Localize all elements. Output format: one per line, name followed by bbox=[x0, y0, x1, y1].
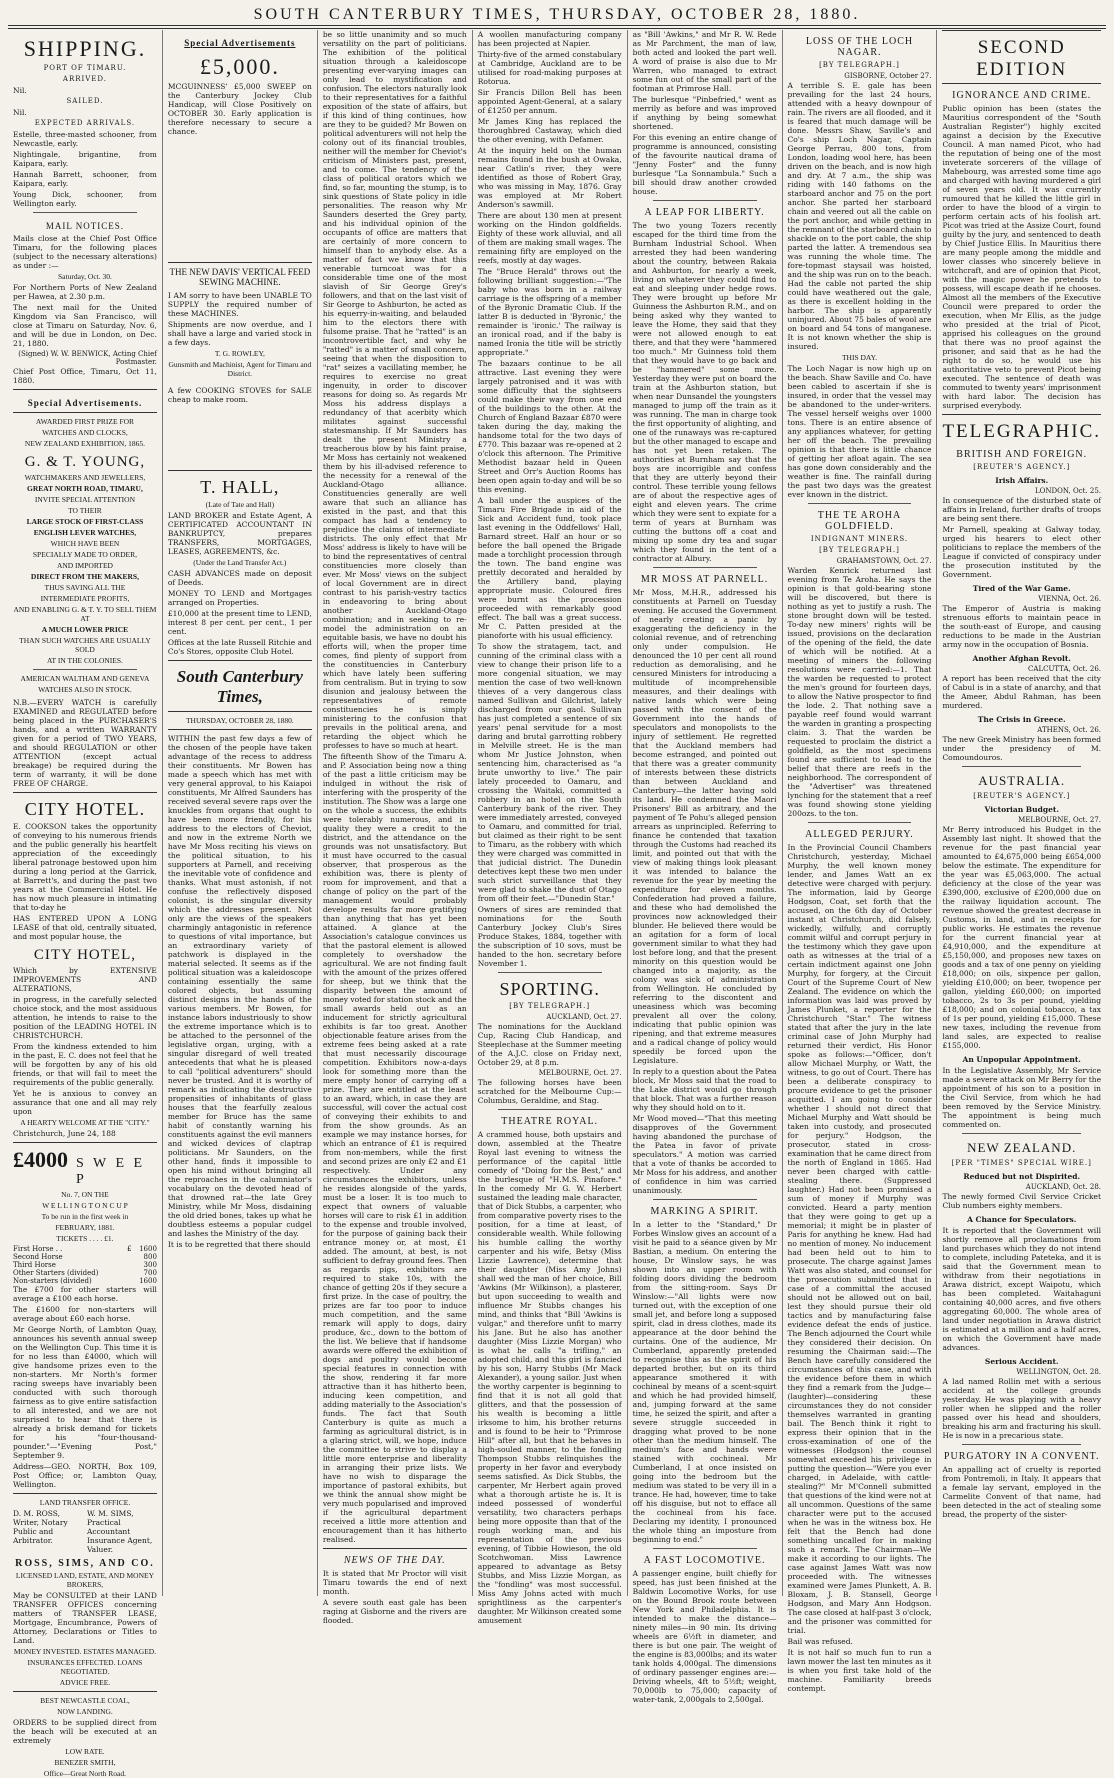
prize-amount: 300 bbox=[143, 1261, 157, 1269]
british-title: BRITISH AND FOREIGN. bbox=[956, 449, 1088, 460]
dateline: ATHENS, Oct. 26. bbox=[1037, 726, 1102, 734]
reuter-label: [REUTER'S AGENCY.] bbox=[973, 792, 1071, 800]
young-line: AMERICAN WALTHAM AND GENEVA bbox=[20, 674, 150, 683]
divider bbox=[498, 972, 602, 973]
blank-space bbox=[168, 406, 312, 466]
prize-label: First Horse . . bbox=[13, 1245, 63, 1253]
prize-label: Other Starters (divided) bbox=[13, 1269, 99, 1277]
mail-text: For Northern Ports of New Zealand per Hawea, at 2.30 p.m. bbox=[13, 283, 157, 301]
ross-text: May be CONSULTED at their LAND TRANSFER OFFICES concerning matters of TRANSFER LEASE, Mortgage, Encumbrance, Powers of Attorney, Declarations or Titles to Land. bbox=[13, 1591, 157, 1645]
news-text: To show the stratagem, tact, and cunning of the criminal class with a view to change their prison life to a more congenial situation, we may mention the case of two well-known thieves of a very dangerous class named Sullivan and Gilchrist, lately discharged from our gaol. Sullivan has just completed a sentence of six years' penal servitude for a most daring and brutal garrotting robbery in Melville street. He is the man whom Mr Justice Johnston, when sentencing him, characterised as "a brute unworthy to live." The pair lately proceeded to Oamaru, and crossing the Waitaki, committed a robbery in an hotel on the South Canterbury bank of the river. They were immediately arrested, conveyed to Oamaru, and committed for trial, but claimed as their right to be sent to Timaru, as the robbery with which they were charged was committed in that judicial district. The Dunedin detectives kept these two men under such strict surveillance that they were glad to shake the dust of Otago from off their feet.—"Dunedin Star." bbox=[477, 642, 622, 903]
reuter-label: [REUTER'S AGENCY.] bbox=[973, 463, 1071, 471]
prize-label: Second Horse bbox=[13, 1253, 63, 1261]
divider bbox=[653, 1548, 757, 1549]
leap-text: The two young Tozers recently escaped for the third time from the Burnham Industrial School. When arrested they had been wandering about the country, between Rakaia and Ashburton, for nearly a week, living on whatever they could find to eat and sleeping under hedge rows. They were brought up before Mr Guinness the Ashburton R.M., and on being asked why they wanted to leave the Home, they said that they were not allowed enough to eat there, and that they were "hammered too much." Mr Guinness told them that they would have to go back and be "hammered" some more. Yesterday they were put on board the train at the Ashburton station, but when near Dunsandel the youngsters managed to jump off the train as it was running. The man in charge took the first opportunity of alighting, and one of the runaways was re-captured but the other managed to escape and has not yet been retaken. The authorities at Burnham say that the boys are incorrigible and confess that they are utterly beyond their control. These terrible young fellows are of about the respective ages of eight and eleven years. The crime which they were sent to expiate for a term of years at Burnham was cutting the buttons off a coat and mixing up some dry tea and sugar which they found in the tent of a contractor at Albury. bbox=[632, 221, 777, 563]
divider bbox=[13, 1493, 157, 1494]
dateline: GISBORNE, October 27. bbox=[844, 72, 932, 80]
show-text: The fifteenth Show of the Timaru A. and P. Association being now a thing of the past a little criticism may be indulged in without the risk of interfering with the prosperity of the institution. The Show was a large one on the whole a success, the exhibits were tolerably numerous, and in quality they were a credit to the district, and the attendance on the grounds was not unsatisfactory. But it must have occurred to the casual observer, that prosperous as the exhibition was, there is plenty of room for improvement, and that a change of policy on the part of the management would probably develope results far more gratifying than anything that has yet been attained. A glance at the Association's catalogue convinces us that the pastoral element is allowed completely to overshadow the agricultural. We are not finding fault with the amount of the prizes offered for sheep, but we think that the disparity between the amount of money voted for station stock and the small awards held out as an inducement for strictly agricultural exhibits is far too great. Another objectionable feature arises from the extreme fees being asked at a rate that must necessarily discourage competition. Exhibitors now-a-days look for something more than the mere empty honor of carrying off a prize. They are entitled at the least to an award, which, in case they are successful, will cover the actual cost of conveying their exhibits to and from the show grounds. As an example we may instance horses, for which an entrance of £1 is required from non-members, while the first and second prizes are only £2 and £1 respectively. Under any circumstances the exhibitors, unless he resides alongside of the yards, must be a loser. It is too much to expect that owners of valuable horses will care to risk £1 in addition to the expense and trouble involved, for the purpose of gaining back their entrance money or, at most, £1 added. The amount, at best, is not sufficient to defray ground fees. Then as regards pigs, exhibitors are required to stake 10s, with the chance of getting 20s if they secure a first prize. In the case of poultry, the prizes are far too poor to induce much competition, and the same remark will apply to dogs, dairy produce, &c., down to the bottom of the list. We believe that if handsome awards were offered the exhibition of dogs and poultry would become special features in connection with the show, rendering it far more attractive than it has hitherto been, inducing keen competition, and adding materially to the Association's funds. The fact that South Canterbury is quite as much a farming as agricultural district, is in a glaring strict, will, we hope, induce the committee to strive to display a little more enterprise and liberality in arranging their prize lists. We have no wish to disparage the importance of pastoral exhibits, but we think the annual show might be very much popularised and improved if the agricultural department received a little more attention and encouragement than it has hitherto realised. bbox=[322, 752, 467, 1544]
column-3 bbox=[318, 30, 473, 1625]
davis-title: THE NEW DAVIS' VERTICAL FEED SEWING MACHINE. bbox=[169, 267, 311, 287]
spirit-title: MARKING A SPIRIT. bbox=[650, 1206, 759, 1217]
loch-text: A terrible S. E. gale has been prevailing for the last 24 hours, attended with a heavy downpour of rain. The rivers are all flooded, and it is feared that much damage will be done. Messrs Shaw, Saville's and Co's ship Loch Nagar, Captain George Perrau, 800 tons, from London, loading wool here, has been driven on the beach, and is now high and dry. At 7 a.m., the ship was riding with 140 fathoms on the starboard anchor and 75 on the port anchor. She parted her starboard chain and veered out all the cable on the port anchor, and while getting in the remnant of the starboard chain to shackle on to the port cable, the ship parted the latter. A tremendous sea was running the whole time. The fore-topmast staysail was hoisted, and the ship was run on to the beach. Had the cable not parted the ship could have weathered out the gale, as there is excellent holding in the harbor. The ship is apparently uninjured. About 75 bales of wool are on board and 54 tons of manganese. It is not known whether the ship is insured. bbox=[787, 81, 932, 351]
divider bbox=[13, 1142, 157, 1143]
column-2 bbox=[163, 30, 318, 1596]
city-text: in progress, in the carefully selected choice stock, and the most assiduous attention, he intends to raise to the position of the LEADING HOTEL IN CHRISTCHURCH. bbox=[13, 995, 157, 1040]
expected-item: Estelle, three-masted schooner, from Newcastle, early. bbox=[13, 130, 157, 148]
loch-title: LOSS OF THE LOCH NAGAR. bbox=[805, 36, 914, 58]
ignorance-title: IGNORANCE AND CRIME. bbox=[952, 90, 1092, 101]
sweep-word: S W E E P bbox=[76, 1156, 146, 1187]
sporting-title: SPORTING. bbox=[499, 979, 600, 999]
news-text: There are about 130 men at present working on the Hindon goldfields. Eighty of these work alluvial, and all of them are making small wages. The remaining fifty are employed on the reefs, mostly at day wages. bbox=[477, 211, 622, 265]
sweep-cup: W E L L I N G T O N C U P bbox=[42, 1201, 128, 1210]
hall-sub: (Late of Tate and Hall) bbox=[205, 500, 275, 509]
divider bbox=[653, 200, 757, 201]
perjury-text: Bail was refused. bbox=[787, 1637, 853, 1646]
ross-ins: INSURANCES EFFECTED. LOANS NEGOTIATED. bbox=[27, 1658, 143, 1676]
purgatory-text: An appalling act of cruelty is reported from Pontremoli, in Italy. It appears that a female lay servant, employed in the Carmelite Convent of that name, had been detected in the act of stealing some bread, the property of the sister- bbox=[942, 1465, 1102, 1519]
stoves-text: A few COOKING STOVES for SALE cheap to make room. bbox=[167, 386, 312, 404]
dateline: AUCKLAND, Oct. 27. bbox=[546, 1013, 622, 1021]
mail-text: Mails close at the Chief Post Office Timaru, for the following places (subject to the necessary alterations) as under :— bbox=[13, 234, 157, 270]
news-text: A ball under the auspices of the Timaru Fire Brigade in aid of the Sick and Accident fund, took place last evening in the Oddfellows' Hall, Barnard street. Half an hour or so before the ball opened the Brigade made a torchlight procession through the town. The band engine was prettily decorated and heralded by the Artillery band, playing appropriate music. Coloured fires were burnt as the procession proceeded with remarkably good effect. The ball was a great success. Mr C. Patten presided at the pianoforte with his usual efficiency. bbox=[477, 496, 622, 640]
young-line: TO THEIR bbox=[68, 506, 102, 515]
sweep-run: To be run in the first week in bbox=[41, 1212, 129, 1221]
editorial-text: It is to be regretted that there should bbox=[167, 1240, 311, 1249]
divider bbox=[942, 414, 1101, 415]
editorial-text: be so little unanimity and so much versatility on the part of politicians. The exhibition of the political situation through a kaleidoscope presenting ever-varying images can only lead to mystification and confusion. The electors naturally look to their representatives for a faithful exposition of the state of affairs, but if this kind of thing continues, how are they to be guided? Mr Bowen on political adventurers will not help the colony out of its financial troubles, neither will the member for Cheviot's criticism of Ministers past, present, and to come. The tendency of the class of political orators which we find, so far, mounting the stump, is to sink questions of State policy in idle personalities. The reason why Mr Saunders deserted the Grey party, and his individual opinion of the occupants of office are matters that are certainly of more concern to himself than to anybody else. As a matter of fact we know that this venerable turncoat was for a considerable time one of the most slavish of Sir George Grey's followers, and that on the last visit of Sir George to Ashburton, he acted as his equerry-in-waiting, and belauded him to the electors there with fulsome praise. That he "ratted" is an incontrovertible fact, and why he "ratted" is a matter of small concern, seeing that when the disposition to "rat" seizes a vacillating member, he requires to exercise no great ingenuity, in order to discover reasons for doing so. As regards Mr Moss his address displays a redundancy of that acerbity which militates against successful statesmanship. If Mr Saunders has dealt the present Ministry a treacherous blow by his faint praise, Mr Moss has certainly not weakened them by his ill-advised reference to the necessity for a renewal of the Auckland-Otago alliance. Constituencies generally are well aware that such an alliance has existed in the past, and that this compact has had a tendency to prejudice the claims of intermediate districts. The only effect that Mr Moss' address is likely to have will be to bind the representatives of central constituencies more closely than ever. Mr Moss' views on the subject of local Government are in direct contrast to his parish-vestry tactics in endeavoring to bring about another Auckland-Otago combination; and in seeking to re-model the administration on an equitable basis, we have no doubt his efforts will, when the proper time comes, find plenty of support from the constituencies in Canterbury which have lately been suffering from centralism. But in trying to sow disunion and jealousy between the representatives of remote constituencies he is simply ministering to the confusion that prevails in the political arena, and retarding the object which he professes to have so much at heart. bbox=[322, 30, 467, 750]
hall-title: T. HALL, bbox=[200, 477, 280, 497]
ross-advice: ADVICE FREE. bbox=[59, 1678, 111, 1687]
paper-date: THURSDAY, OCTOBER 28, 1880. bbox=[185, 716, 294, 725]
telegraph-text: The newly formed Civil Service Cricket Club numbers eighty members. bbox=[942, 1192, 1102, 1210]
subhead: Irish Affairs. bbox=[995, 476, 1049, 485]
divider bbox=[323, 1548, 467, 1549]
theatre-text: A crammed house, both upstairs and down, assembled at the Theatre Royal last evening to witness the performance of the capital little comedy of "Doing for the Best," and the burlesque of "H.M.S. Pinafore." In the comedy Mr G. W. Herbert sustained the leading male character, that of Dick Stubbs, a carpenter, who from comparative poverty rises to the position, for a time at least, of considerable wealth. While following his humble calling the worthy carpenter and his wife, Betsy (Miss Lizzie Lawrence), determine that their daughter (Miss Amy Johns) shall wed the man of her choice, Bill 'Awkins (Mr Wilkinson), a plasterer, but upon succeeding to wealth and influence Mr Stubbs changes his mind, and thinks that "Bill 'Awkins is vulgar," and therefore unfit to marry his Jane. But he also has another daughter (Miss Lizzie Morgan) who is what he calls "a trifling," an adopted child, and this girl is fancied by his son, Harry Stubbs (Mr Mack Alexander), a young sailor. Just when the worthy carpenter is beginning to find that it is not all gold that glitters, and that the possession of his wealth is becoming a little irksome to him, his brother returns and is found to be heir to "Primrose Hill" after all, but that he behaves in high-souled manner, to the fondling Thompson Stubbs relinquishes the property in her favor and everybody seems satisfied. As Dick Stubbs, the carpenter, Mr Herbert again proved what a thorough artiste he is. It is indeed possessed of wonderful versatility, two characters perhaps being more opposite than that of the rough working man, and his representation of the previous evening, of Tibbie Howieson, the old Scotchwoman. Miss Lawrence appeared to advantage as Betsy Stubbs, and Miss Lizzie Morgan, as the "fondling" was most successful. Miss Amy Johns acted with much sprightliness as the carpenter's daughter. Mr Wilkinson created some amusement bbox=[477, 1130, 622, 1625]
moss-title: MR MOSS AT PARNELL. bbox=[640, 574, 769, 585]
mcg-amount: £5,000. bbox=[199, 54, 280, 79]
young-line: THUS SAVING ALL THE bbox=[44, 583, 126, 592]
news-text: Mr James King has replaced the thoroughbred Castaway, which died the other evening, with Defamer. bbox=[477, 117, 622, 144]
coal-name: BENEZER SMITH, bbox=[54, 1758, 116, 1767]
theatre-title: THEATRE ROYAL. bbox=[501, 1116, 599, 1127]
land-partner: W. M. SIMS, Practical Accountant Insurance Agent, Valuer. bbox=[86, 1509, 153, 1554]
purgatory-title: PURGATORY IN A CONVENT. bbox=[943, 1451, 1100, 1462]
city-text: E. COOKSON takes the opportunity of conveying to his numerous friends and the public generally his heartfelt appreciation of the exceedingly liberal patronage bestowed upon him during a long period at the Garrick, at Barrett's, and during the past two years at the Commercial Hotel. He has now much pleasure in intimating that to-day he bbox=[13, 822, 157, 912]
hall-text: MONEY TO LEND and Mortgages arranged on Properties. bbox=[167, 589, 312, 607]
prize-label: Third Horse bbox=[13, 1261, 56, 1269]
young-line: AND IMPORTED bbox=[56, 561, 113, 570]
coal-office: Office—Great North Road. bbox=[43, 1769, 127, 1778]
expected-item: Young Dick, schooner, from Wellington early. bbox=[13, 190, 157, 208]
locomotive-title: A FAST LOCOMOTIVE. bbox=[643, 1555, 766, 1566]
news-text: The bazaars continue to be all attractive. Last evening they were largely patronised and it was with some difficulty that the sightseers could make their way from one end of the buildings to the other. At the Church of England Bazaar £870 were taken during the day, making the handsome total for the two days of £770. This bazaar was re-opened at 2 o'clock this afternoon. The Primitive Methodist bazaar held in Queen Street and Orr's Auction Rooms has been open again to-day and will be so this evening. bbox=[477, 359, 622, 494]
theatre-text: as "Bill 'Awkins," and Mr R. W. Rede as Mr Parchment, the man of law, both acted and looked the part well. A word of praise is also due to Mr Warren, who managed to extract some fun out of the small part of the footman at Primrose Hall. bbox=[632, 30, 777, 93]
young-line: THAN SUCH WATCHES ARE USUALLY SOLD bbox=[19, 636, 151, 654]
news-text: Owners of sires are reminded that nominations for the South Canterbury Jockey Club's Sires Produce Stakes, 1884, together with the subscription of 10 sovs, must be handed to the hon. secretary before November 1. bbox=[477, 905, 622, 968]
hall-act: (Under the Land Transfer Act.) bbox=[193, 558, 287, 567]
telegraph-text: A lad named Rollin met with a serious accident at the college grounds yesterday. He was playing with a heavy roller when he slipped and the roller passed over his head and shoulders, breaking his arm and fracturing his skull. He is now in a precarious state. bbox=[942, 1377, 1102, 1440]
masthead-rule-top bbox=[8, 25, 1106, 26]
divider bbox=[13, 792, 157, 793]
young-name: G. & T. YOUNG, bbox=[24, 454, 146, 470]
divider bbox=[33, 212, 137, 213]
blank-space bbox=[168, 138, 312, 258]
city-text: From the kindness extended to him in the past, E. C. does not feel that he will be forgotten by any of his old friends, or that will fail to meet the requirements of the public generally. bbox=[13, 1042, 157, 1087]
news-text: At the inquiry held on the human remains found in the bush at Owaka, near Catlin's river, they were identified as those of Robert Gray, who was missing in May, 1876. Gray was employed at Mr Robert Anderson's sawmill. bbox=[477, 146, 622, 209]
sweep-text: The £1600 for non-starters will average about £60 each horse. bbox=[13, 1305, 157, 1323]
spirit-text: In a letter to the "Standard," Dr Forbes Winslow gives an account of a visit he paid to a séance given by Mr Bastian, a medium. On entering the house, Dr Winslow says, he was shown into an upper room with folding doors dividing the bedroom from the sitting-room. Says Dr Winslow:—"All lights were now turned out, with the exception of one small jet, and before long a supposed spirit, clad in dress clothes, made its appearance at the door behind the curtains. One of the audience, Mr Cumberland, apparently pretended to recognise this as the spirit of his departed brother, but on its third appearance smothered it with cochineal by means of a scent-squirt and which he had provided himself, and, jumping forward at the same time, he seized the spirit, and after a severe struggle succeeded in dragging what proved to be none other than the medium himself. The medium's face and hands were stained with cochineal. Mr Cumberland, I at once insisted on going into the bedroom but the medium was stated to be very ill in a trance. He had, however, time to take off his disguise, but not to efface all the cochineal from his face. Declaring my identity, I pronounced the whole thing an imposture from beginning to end." bbox=[632, 1220, 777, 1544]
prize-label: Non-starters (divided) bbox=[13, 1277, 92, 1285]
dateline: MELBOURNE, Oct. 27. bbox=[1018, 816, 1102, 824]
hall-text: CASH ADVANCES made on deposit of Deeds. bbox=[167, 569, 312, 587]
telegraph-text: A report has been received that the city of Cabul is in a state of anarchy, and that the Ameer, Abdul Rahman, has been murdered. bbox=[942, 674, 1102, 710]
masthead: SOUTH CANTERBURY TIMES, THURSDAY, OCTOBER 28, 1880. bbox=[253, 6, 861, 23]
column-6 bbox=[783, 30, 938, 1693]
masthead-rule-bottom bbox=[8, 28, 1106, 29]
sweep-text: The £700 for other starters will average a £100 each horse. bbox=[13, 1285, 157, 1303]
arrived-label: ARRIVED. bbox=[62, 75, 108, 83]
perjury-text: In the Provincial Council Chambers Christchurch, yesterday, Michael Murphy, the well known money lender, and James Watt an ex detective were charged with perjury. The information, laid by George Hodgson, Coat, set forth that the accused, on the 6th day of October instant at Christchurch, did falsely, wickedly, wilfully, and corruptly commit wilful and corrupt perjury in the testimony which they gave upon oath as witnesses at the trial of a certain indictment against one John Murphy, for forgery, at the Circuit Court of the Supreme Court of New Zealand. The evidence on which the information was laid was proved by James Plunket, a reporter for the Christchurch "Star." The witness stated that after the jury in the late criminal case of John Murphy had returned their verdict, His Honor spoke as follows:—"Officer, don't allow Michael Murphy, or Watt, the witness, to go out of Court. There has been a deliberate conspiracy to procure evidence to get the prisoner acquitted. I am going to consider whether I should not direct that Michael Murphy and Watt should be taken into custody, and prosecuted for perjury." Hodgson, the prosecutor, stated in cross-examination that he came direct from the north of England in 1865. Had never been charged with cattle-stealing there. (Suppressed laughter.) Had not been promised a sum of money if Murphy was convicted. Heard a party mention that they were going to get up a memorial; it might be in plaster of Paris for anything he knew. Had had no mention of money. No inducement had been held out to him to prosecute. The charge against James Watt was also stated, and counsel for the prosecution submitted that in case of a committal the accused should not be allowed out on bail, lest they should pursue their old tactics and by manufacturing false evidence defeat the ends of justice. The Bench adjourned the Court while they considered their decision. On resuming the Chairman said:—The Bench have carefully considered the circumstances of this case, and with the evidence before them in which they find a remark from the Judge—(laughter)—considering these circumstances they do not consider themselves warranted in granting bail. The Bench think it right to express their opinion that in the cross-examination of one of the witnesses (Hodgson) the counsel somewhat exceeded his privilege in putting the question—"Were you ever charged, in Adelaide, with cattle-stealing?" Mr M'Connell submitted that questions of the kind were not at all uncommon. Questions of the same character were put to the accused when he was in the witness box. He felt that the Bench had done something uncalled for in making such a remark. The Chairman—We make it according to our lights. The case against James Watt was now proceeded with. The witnesses examined were James Plunkett, A. B. Bloxam, J. B. Stansell, George Hodgson, and Mary Ann Hodgson. The case closed at half-past 3 o'clock, and the prisoner was committed for trial. bbox=[787, 843, 932, 1635]
land-partners bbox=[13, 1509, 157, 1556]
divider bbox=[653, 1199, 757, 1200]
dateline: AUCKLAND, Oct. 28. bbox=[1025, 1183, 1102, 1191]
divider bbox=[168, 470, 312, 471]
new-zealand-title: NEW ZEALAND. bbox=[967, 1140, 1077, 1155]
subhead: Another Afghan Revolt. bbox=[972, 654, 1071, 663]
hall-text: LAND BROKER and Estate Agent, A CERTIFICATED ACCOUNTANT IN BANKRUPTCY, prepares TRANSFERS, MORTGAGES, LEASES, AGREEMENTS, &c. bbox=[167, 511, 312, 556]
divider bbox=[33, 669, 137, 670]
moss-text: Mr Wood moved—"That this meeting disapproves of the Government having abandoned the purchase of the Patea in favor of private speculators." A motion was carried that a vote of thanks be accorded to Mr Moss for his address, and another of confidence in him was carried unanimously. bbox=[632, 1114, 777, 1195]
city-date: Christchurch, June 24, 188 bbox=[13, 1129, 116, 1138]
subhead: An Unpopular Appointment. bbox=[962, 1055, 1081, 1064]
subhead: Tired of the War Game. bbox=[972, 584, 1071, 593]
divider bbox=[13, 389, 157, 390]
coal-sub: NOW LANDING. bbox=[57, 1707, 113, 1716]
coal-title: BEST NEWCASTLE COAL, bbox=[40, 1696, 130, 1705]
table-row bbox=[13, 1269, 157, 1277]
young-line: SPECIALLY MADE TO ORDER, bbox=[32, 550, 138, 559]
telegraph-text: The new Greek Ministry has been formed under the presidency of M. Comoundouros. bbox=[942, 735, 1102, 762]
news-text: A woollen manufacturing company has been projected at Napier. bbox=[477, 30, 622, 48]
land-title: LAND TRANSFER OFFICE. bbox=[39, 1498, 131, 1507]
telegraph-text: It is reported that the Government will shortly remove all proclamations from land purchases which they do not intend to complete, including Pateteka, and it is said that the Government mean to withdraw from their negotiations in Arawa district, except Waipotu, which has been completed. Waitahaguni containing 40,000 acres, and five others aggregating 60,000. The whole area of land under negotiation in Arawa district is estimated at a million and a half acres, on which the Government have made advances. bbox=[942, 1226, 1102, 1352]
mcg-text: MCGUINNESS' £5,000 SWEEP on the Canterbury Jockey Club Handicap, will Close Positively on OCTOBER 30. Early application is therefore necessary to secure a chance. bbox=[167, 82, 312, 136]
perjury-text: It is not half so much fun to run a lawn mower the last ten minutes as it is when you first take hold of the machine. Familiarity breeds contempt. bbox=[787, 1648, 932, 1693]
young-line: INTERMEDIATE PROFITS, bbox=[40, 594, 130, 603]
sweep-address: Address—GEO. NORTH, Box 109, Post Office; or, Lambton Quay, Wellington. bbox=[13, 1462, 157, 1489]
column-7 bbox=[937, 30, 1106, 1596]
prize-amount: 700 bbox=[143, 1269, 157, 1277]
young-note: N.B.—EVERY WATCH is carefully EXAMINED and REGULATED before being placed in the PURCHASER'S hands, and a written WARRANTY given for a period of TWO YEARS, and should REGULATION or other ATTENTION (except actual breakage) be required during the term of warranty, it will be done FREE OF CHARGE. bbox=[13, 698, 157, 788]
subhead: The Crisis in Greece. bbox=[977, 715, 1066, 724]
subhead: Serious Accident. bbox=[984, 1357, 1059, 1366]
aroha-text: Warden Kenrick returned last evening from Te Aroha. He says the opinion is that gold-bearing stone will be discovered, but there is nothing as yet to justify a rush. The stone brought down will be tested. To-day new miners' rights will be issued, provisions on the declaration of the opening of the field, the date of which will be notified. At a meeting of miners the following resolutions were carried:—1. That the warden be requested to protect the men's ground for fourteen days, to allow the Native prospector to find the lode. 2. That nothing save a payable reef found would warrant the warden in granting a prospecting claim. 3. That the warden be requested to proclaim the district a goldfield, as the most specimens found are sufficient to lead to the belief that there are reefs in the neighborhood. The correspondent of the "Advertiser" was threatened lynching for the statement that a reef was found showing stone yielding 200ozs. to the ton. bbox=[787, 566, 932, 818]
moss-text: Mr Moss, M.H.R., addressed his constituents at Parnell on Tuesday evening. He accused the Government of nearly creating a panic by exaggerating the deficiency in the colonial revenue, and of retrenching only under compulsion. He denounced the 10 per cent all round reduction as demoralising, and he censured Ministers for introducing a multitude of incomprehensible measures, and their dealings with native lands which were being passed with the consent of the Government into the hands of speculators and monopolists to the injury of settlement. He regretted that the Auckland members had become estranged, and pointed out that there was a greater community of interests between these districts than between Auckland and Canterbury—the latter having sold its land. He condemned the Maori Prisoners' Bill as arbitrary, and the payment of Te Pohu's alleged pension arrears as unprincipled. Referring to finance he contended that taxation through the Customs had reached its limit, and pointed out that with the view of making things look pleasant it was intended to balance the revenue for the year by meeting the expenditure for eleven months. Confederation had proved a failure, and these who had demolished the provinces now acknowledged their blunder. He believed there would be an agitation for a form of local government similar to what they had lost before long, and that the present minority on this question would be changed into a majority, as the colony was sick of administration from Wellington. He concluded by referring to the discontent and uneasiness which was becoming prevalent all over the colony, indicating that public opinion was ripening, and that extreme measures and a radical change of policy would speedily be forced upon the Legislature. bbox=[632, 588, 777, 1065]
subhead: Reduced but not Dispirited. bbox=[963, 1172, 1081, 1181]
prize-amount: 1600 bbox=[139, 1277, 157, 1285]
columns bbox=[8, 30, 1106, 1778]
land-partner: D. M. ROSS, Writer, Notary Public and Arbitrator. bbox=[13, 1509, 68, 1545]
city-text: Yet he is anxious to convey an assurance that one and all may rely upon bbox=[13, 1089, 157, 1116]
telegraph-text: In consequence of the disturbed state of affairs in Ireland, further drafts of troops are being sent there. bbox=[942, 496, 1102, 523]
shipping-title: SHIPPING. bbox=[23, 36, 147, 61]
city-text: HAS ENTERED UPON A LONG LEASE of that old, centrally situated, and most popular house, the bbox=[13, 914, 157, 941]
prize-table bbox=[13, 1245, 157, 1285]
editorial-text: WITHIN the past few days a few of the chosen of the people have taken advantage of the recess to address their constituents. Mr Bowen has made a speech which has met with very general approval, to his Kaiapoi constituents, Mr Alfred Saunders has received several severe raps over the knuckles from organs that ought to have been more friendly, for his address to the electors of Cheviot, and now in the extreme North we have Mr Moss reciting his views on the political situation, to his supporters at Parnell, and receiving the inevitable vote of confidence and thanks. What must astonish, if not confuse the reflectively disposed colonist, is the singular diversity which the addresses present. Not only are the views of the speakers charmingly antagonistic in reference to questions of vital importance, but an extraordinary variety of patchwork is displayed in the material selected. It seems as if the political situation was a kaleidoscope containing essentially the same colored objects, but assuming distinct designs in the hands of the various members. Mr Bowen, for instance labors industriously to show the extreme importance which is to be attached to the personnel of the legislative organ, urging, with a singular disregard of well treated antecedents that what he is pleased to call "political adventurers" should never be trusted. And it is worthy of remark as indicating the destructive propensities of inhabitants of glass houses that the fearfully zealous member for Bruce has the same habit of constantly warning his constituents against the evil manners and wicked devices of claptrap politicians. Mr Saunders, on the other hand, finds it impossible to open his mind without bringing all the reproaches in the calumniator's vocabulary on the devoted head of that drowned rat—the late Grey Ministry, while Mr Moss, disdaining the old dried bones, takes up what he doubtless esteems a popular cudgel and lashes the Ministry of the day. bbox=[167, 734, 312, 1238]
young-line: WATCHES AND CLOCKS, bbox=[42, 428, 128, 437]
news-title: NEWS OF THE DAY. bbox=[343, 1555, 446, 1566]
davis-signature: T. G. ROWLEY, bbox=[214, 349, 265, 358]
divider bbox=[13, 412, 157, 413]
mail-signature: (Signed) W. W. BENWICK, Acting Chief Postmaster. bbox=[18, 350, 157, 366]
davis-text: Shipments are now overdue, and I shall have a large and varied stock in a few days. bbox=[167, 320, 312, 347]
column-1 bbox=[8, 30, 163, 1778]
davis-text: I AM sorry to have been UNABLE TO SUPPLY the required number of these MACHINES. bbox=[167, 291, 312, 318]
young-line: DIRECT FROM THE MAKERS, bbox=[30, 572, 139, 581]
ross-name: ROSS, SIMS, AND CO. bbox=[15, 1558, 155, 1569]
subhead: A Chance for Speculators. bbox=[967, 1215, 1077, 1224]
aroha-sub: INDIGNANT MINERS. bbox=[810, 535, 909, 543]
loch-text: The Loch Nagar is now high up on the beach. Shaw Saville and Co. have been cabled to ascertain if she is insured, in order that the vessel may be abandoned to the under-writers. The vessel herself weighs over 1000 tons. There is an entire absence of any appliances whatever, for getting her off the beach. The prevailing opinion is that there is little chance of getting her afloat again. The sea has gone down considerably and the weather is fine. The rainfall during the past two days was the greatest ever known in the district. bbox=[787, 364, 932, 499]
ross-sub: LICENSED LAND, ESTATE, AND MONEY BROKERS, bbox=[15, 1571, 155, 1589]
news-text: Sir Francis Dillon Bell has been appointed Agent-General, at a salary of £1250 per annum. bbox=[477, 88, 622, 115]
locomotive-text: A passenger engine, built chiefly for speed, has just been finished at the Baldwin Locomotive Works, for use on the Bound Brook route between New York and Philadelphia. It is intended to make the distance—ninety miles—in 90 min. Its driving wheels are 6½ft in diameter, and there is but one pair. The weight of the engine is 83,000lbs; and its water tank holds 4,000gal. The dimensions of ordinary passenger engines are:—Driving wheels, 4ft to 5½ft; weight, 70,000lb to 75,000; capacity of water-tank, 2,000gals to 2,500gal. bbox=[632, 1569, 777, 1704]
telegraph-text: In the Legislative Assembly, Mr Service made a severe attack on Mr Berry for the appointment of his son to a position in the Civil Service, from which he had been removed by the Service Ministry. The appointment is being much commented on. bbox=[942, 1066, 1102, 1129]
news-text: Thirty-five of the armed constabulary at Cambridge, Auckland are to be utilised for road-making purposes at Rotorua. bbox=[477, 50, 622, 86]
telegraph-text: Mr Berry introduced his Budget in the Assembly last night. It showed that the revenue for the past financial year amounted to £4,675,000 being £654,000 below the estimate. The expenditure for the year was £5,063,000. The actual deficiency at the close of the year was £390,000, exclusive of £200,000 due on the railway liquidation account. The revenue showed the greatest decrease in Customs, in land, and in receipts for public works. He estimates the revenue for the current financial year at £4,910,000, and the expenditure at £5,150,000, and proposes new taxes on goods and a tax of one penny on yielding £18,000; on oils, sixpence per gallon, yielding £10,000; on beer, twopence per gallon, yielding £60,000; on imported tobacco, 2s to 3s per pound, yielding £18,000; and on colonial tobacco, a tax of 1s per pound, yielding £15,000. These new taxes, including the revenue from land sales, are expected to realise £155,000. bbox=[942, 825, 1102, 1050]
telegraph-label: [BY TELEGRAPH.] bbox=[819, 546, 900, 554]
young-line: AT IN THE COLONIES. bbox=[46, 656, 123, 665]
table-row bbox=[13, 1245, 157, 1253]
young-line: WATCHMAKERS AND JEWELLERS, bbox=[24, 473, 146, 482]
coal-low: LOW RATE. bbox=[65, 1747, 105, 1756]
wire-label: [PER "TIMES" SPECIAL WIRE.] bbox=[951, 1159, 1092, 1167]
second-edition-box bbox=[942, 30, 1101, 84]
theatre-text: The burlesque "Pinbefried," went as merrily as before and was improved if anything by being somewhat shortened. bbox=[632, 95, 777, 131]
table-row bbox=[13, 1261, 157, 1269]
divider bbox=[168, 711, 312, 712]
prize-amount: 800 bbox=[143, 1253, 157, 1261]
column-5 bbox=[628, 30, 783, 1704]
divider bbox=[168, 660, 312, 661]
news-text: A severe south east gale has been raging at Gisborne and the rivers are flooded. bbox=[322, 1598, 467, 1625]
dateline: MELBOURNE, Oct. 27. bbox=[538, 1069, 622, 1077]
news-text: It is stated that Mr Proctor will visit Timaru towards the end of next month. bbox=[322, 1569, 467, 1596]
expected-label: EXPECTED ARRIVALS. bbox=[34, 119, 136, 127]
sweep-tickets: TICKETS . . . . £1. bbox=[56, 1234, 114, 1243]
divider bbox=[13, 1691, 157, 1692]
city-welcome: A HEARTY WELCOME AT THE "CITY." bbox=[20, 1118, 150, 1127]
dateline: CALCUTTA, Oct. 26. bbox=[1028, 665, 1102, 673]
special-ads-title: Special Advertisements. bbox=[27, 398, 143, 408]
arrived-value: Nil. bbox=[13, 86, 27, 95]
young-line: GREAT NORTH ROAD, TIMARU, bbox=[27, 484, 143, 493]
australia-title: AUSTRALIA. bbox=[978, 773, 1066, 788]
divider bbox=[962, 1444, 1081, 1445]
divider bbox=[808, 822, 912, 823]
hall-text: Offices at the late Russell Ritchie and Co's Stores, opposite Club Hotel. bbox=[167, 638, 312, 656]
table-row bbox=[13, 1277, 157, 1285]
table-row bbox=[13, 1253, 157, 1261]
moss-text: In reply to a question about the Patea block, Mr Moss said that the road to the Lake district would go through that block. That was a further reason why they should hold on to it. bbox=[632, 1067, 777, 1112]
telegraph-label: [BY TELEGRAPH.] bbox=[819, 61, 900, 69]
expected-item: Nightingale, brigantine, from Kaipara, early. bbox=[13, 150, 157, 168]
divider bbox=[498, 1109, 602, 1110]
telegraph-text: The Emperor of Austria is making strenuous efforts to maintain peace in the south-east of Europe, and causing reductions to be made in the Austrian army now in the occupation of Bosnia. bbox=[942, 604, 1102, 649]
dateline: GRAHAMSTOWN, Oct. 27. bbox=[836, 557, 932, 565]
city-text: Which by EXTENSIVE IMPROVEMENTS AND ALTERATIONS, bbox=[13, 966, 157, 993]
sweep-header bbox=[13, 1147, 157, 1188]
telegraph-label: [BY TELEGRAPH.] bbox=[509, 1002, 591, 1010]
divider bbox=[962, 1133, 1081, 1134]
ignorance-text: Public opinion has been (states the Mauritius correspondent of the "South Australian Register") highly excited against a decision by the Executive Council. A man named Picot, who had the reputation of being one of the most inveterate sorcerers of the village of Mahebourg, was arrested some time ago and charged with having murdered a girl of seven years old. It was currently rumoured that he killed the little girl in order to have the blood of a virgin to perform certain acts of his foolish art. Picot was tried at the Assize Court, found guilty by the jury, and sentenced to death by Chief Justice Ellis. In Mauritius there are many people among the middle and lower classes who sincerely believe in witchcraft, and are of opinion that Picot, with the magic power he pretends to possess, will escape death if he chooses. Almost all the members of the Executive Council were prepared to order the execution, when Mr Ellis, as the judge who presided at the trial of Picot, apprised his colleagues on the ground that there was no proof against the prisoner, and said that as he had the right to do so, he would use his authoritative veto to prevent Picot being executed. The sentence of death was commuted to twenty years' imprisonment with hard labor. The decision has surprised everybody. bbox=[942, 104, 1102, 410]
young-line: A MUCH LOWER PRICE bbox=[41, 625, 129, 634]
sweep-month: FEBRUARY, 1881. bbox=[55, 1223, 115, 1232]
davis-signature-sub: Gunsmith and Machinist, Agent for Timaru and District. bbox=[168, 360, 312, 378]
sailed-value: Nil. bbox=[13, 108, 27, 117]
young-line: AND ENABLING G. & T. Y. TO SELL THEM AT bbox=[13, 605, 157, 623]
ross-money: MONEY INVESTED. ESTATES MANAGED. bbox=[13, 1647, 157, 1656]
aroha-title: THE TE AROHA GOLDFIELD. bbox=[817, 510, 902, 532]
divider bbox=[653, 567, 757, 568]
city-hotel-name: CITY HOTEL, bbox=[33, 947, 136, 963]
hall-text: £10,000 at the present time to LEND, interest 8 per cent. per cent., 1 per cent. bbox=[167, 609, 312, 636]
paper-name: South Canterbury Times, bbox=[176, 667, 303, 706]
young-line: WHICH HAVE BEEN bbox=[50, 539, 120, 548]
divider bbox=[808, 503, 912, 504]
divider bbox=[168, 729, 312, 730]
this-day: THIS DAY. bbox=[841, 353, 877, 362]
coal-text: ORDERS to be supplied direct from the beach will be executed at an extremely bbox=[13, 1718, 157, 1745]
city-hotel-title: CITY HOTEL. bbox=[24, 799, 146, 819]
divider bbox=[962, 766, 1081, 767]
column-4 bbox=[473, 30, 628, 1625]
second-edition-title: SECOND EDITION bbox=[976, 37, 1068, 80]
mail-office: Chief Post Office, Timaru, Oct 11, 1880. bbox=[13, 367, 157, 385]
sweep-amount: £4000 bbox=[13, 1147, 68, 1172]
news-text: The "Bruce Herald" throws out the following brilliant suggestion:—"The baby who was born in a railway carriage is the offspring of a member of the Byronic Dramatic Club. If the latter B is deducted in 'Byronic,' the remainder is 'ironic.' The railway is an ironical road, and if the baby is named Ironia the title will be strictly appropriate." bbox=[477, 267, 622, 357]
young-line: INVITE SPECIAL ATTENTION bbox=[34, 495, 136, 504]
mail-date: Saturday, Oct. 30. bbox=[58, 272, 112, 281]
theatre-text: For this evening an entire change of programme is announced, consisting of the favourite nautical drama of "Jenny Foster" and the funny burlesque "La Sonnambula." Such a bill should draw another crowded house. bbox=[632, 133, 777, 196]
sailed-label: SAILED. bbox=[66, 97, 104, 105]
special-ads-title: Special Advertisements bbox=[184, 38, 296, 48]
port-heading: PORT OF TIMARU. bbox=[43, 64, 127, 72]
divider bbox=[168, 262, 312, 263]
dateline: LONDON, Oct. 25. bbox=[1034, 487, 1102, 495]
dateline: WELLINGTON, Oct. 28. bbox=[1016, 1368, 1102, 1376]
expected-item: Hannah Barrett, schooner, from Kaipara, early. bbox=[13, 170, 157, 188]
sweep-text: Mr George North, of Lambton Quay, announces his seventh annual sweep on the Wellington Cup. This time it is for no less than £4000, which will give handsome prizes even to the non-starters. Mr North's former racing sweeps have invariably been conducted with such thorough fairness as to give entire satisfaction to all interested, and we are not surprised to hear that there is already a brisk demand for tickets for his "four-thousand-pounder."—"Evening Post," September 9. bbox=[13, 1325, 157, 1460]
young-line: WATCHES ALSO IN STOCK. bbox=[38, 685, 132, 694]
sporting-text: The following horses have been scratched for the Melbourne Cup:— Columbus, Geraldine, and Stag. bbox=[477, 1078, 622, 1105]
subhead: Victorian Budget. bbox=[984, 805, 1059, 814]
sweep-no: No. 7, ON THE bbox=[61, 1190, 109, 1199]
prize-currency: £ bbox=[127, 1245, 132, 1253]
young-line: LARGE STOCK OF FIRST-CLASS bbox=[26, 517, 144, 526]
young-line: AWARDED FIRST PRIZE FOR bbox=[35, 417, 135, 426]
prize-amount: 1600 bbox=[139, 1245, 157, 1253]
telegraph-text: Mr Parnell, speaking at Galway today, urged his hearers to elect other politicians to replace the members of the League if convicted of conspiracy under the prosecution instituted by the Government. bbox=[942, 525, 1102, 579]
perjury-title: ALLEGED PERJURY. bbox=[805, 829, 914, 840]
leap-title: A LEAP FOR LIBERTY. bbox=[644, 207, 765, 218]
mail-text: The next mail for the United Kingdom via San Francisco, will close at Timaru on Saturday, Nov. 6, and will be due in London, on Dec. 21, 1880. bbox=[13, 303, 157, 348]
sporting-text: The nominations for the Auckland Cup, Racing Club Handicap, and Steeplechase at the Summer meeting of the A.J.C. close on Friday next, October 29, at 8 p.m. bbox=[477, 1022, 622, 1067]
young-line: NEW ZEALAND EXHIBITION, 1865. bbox=[24, 439, 145, 448]
young-line: ENGLISH LEVER WATCHES, bbox=[33, 528, 137, 537]
mail-title: MAIL NOTICES. bbox=[45, 221, 125, 231]
telegraphic-title: TELEGRAPHIC. bbox=[942, 421, 1102, 442]
dateline: VIENNA, Oct. 26. bbox=[1038, 595, 1102, 603]
